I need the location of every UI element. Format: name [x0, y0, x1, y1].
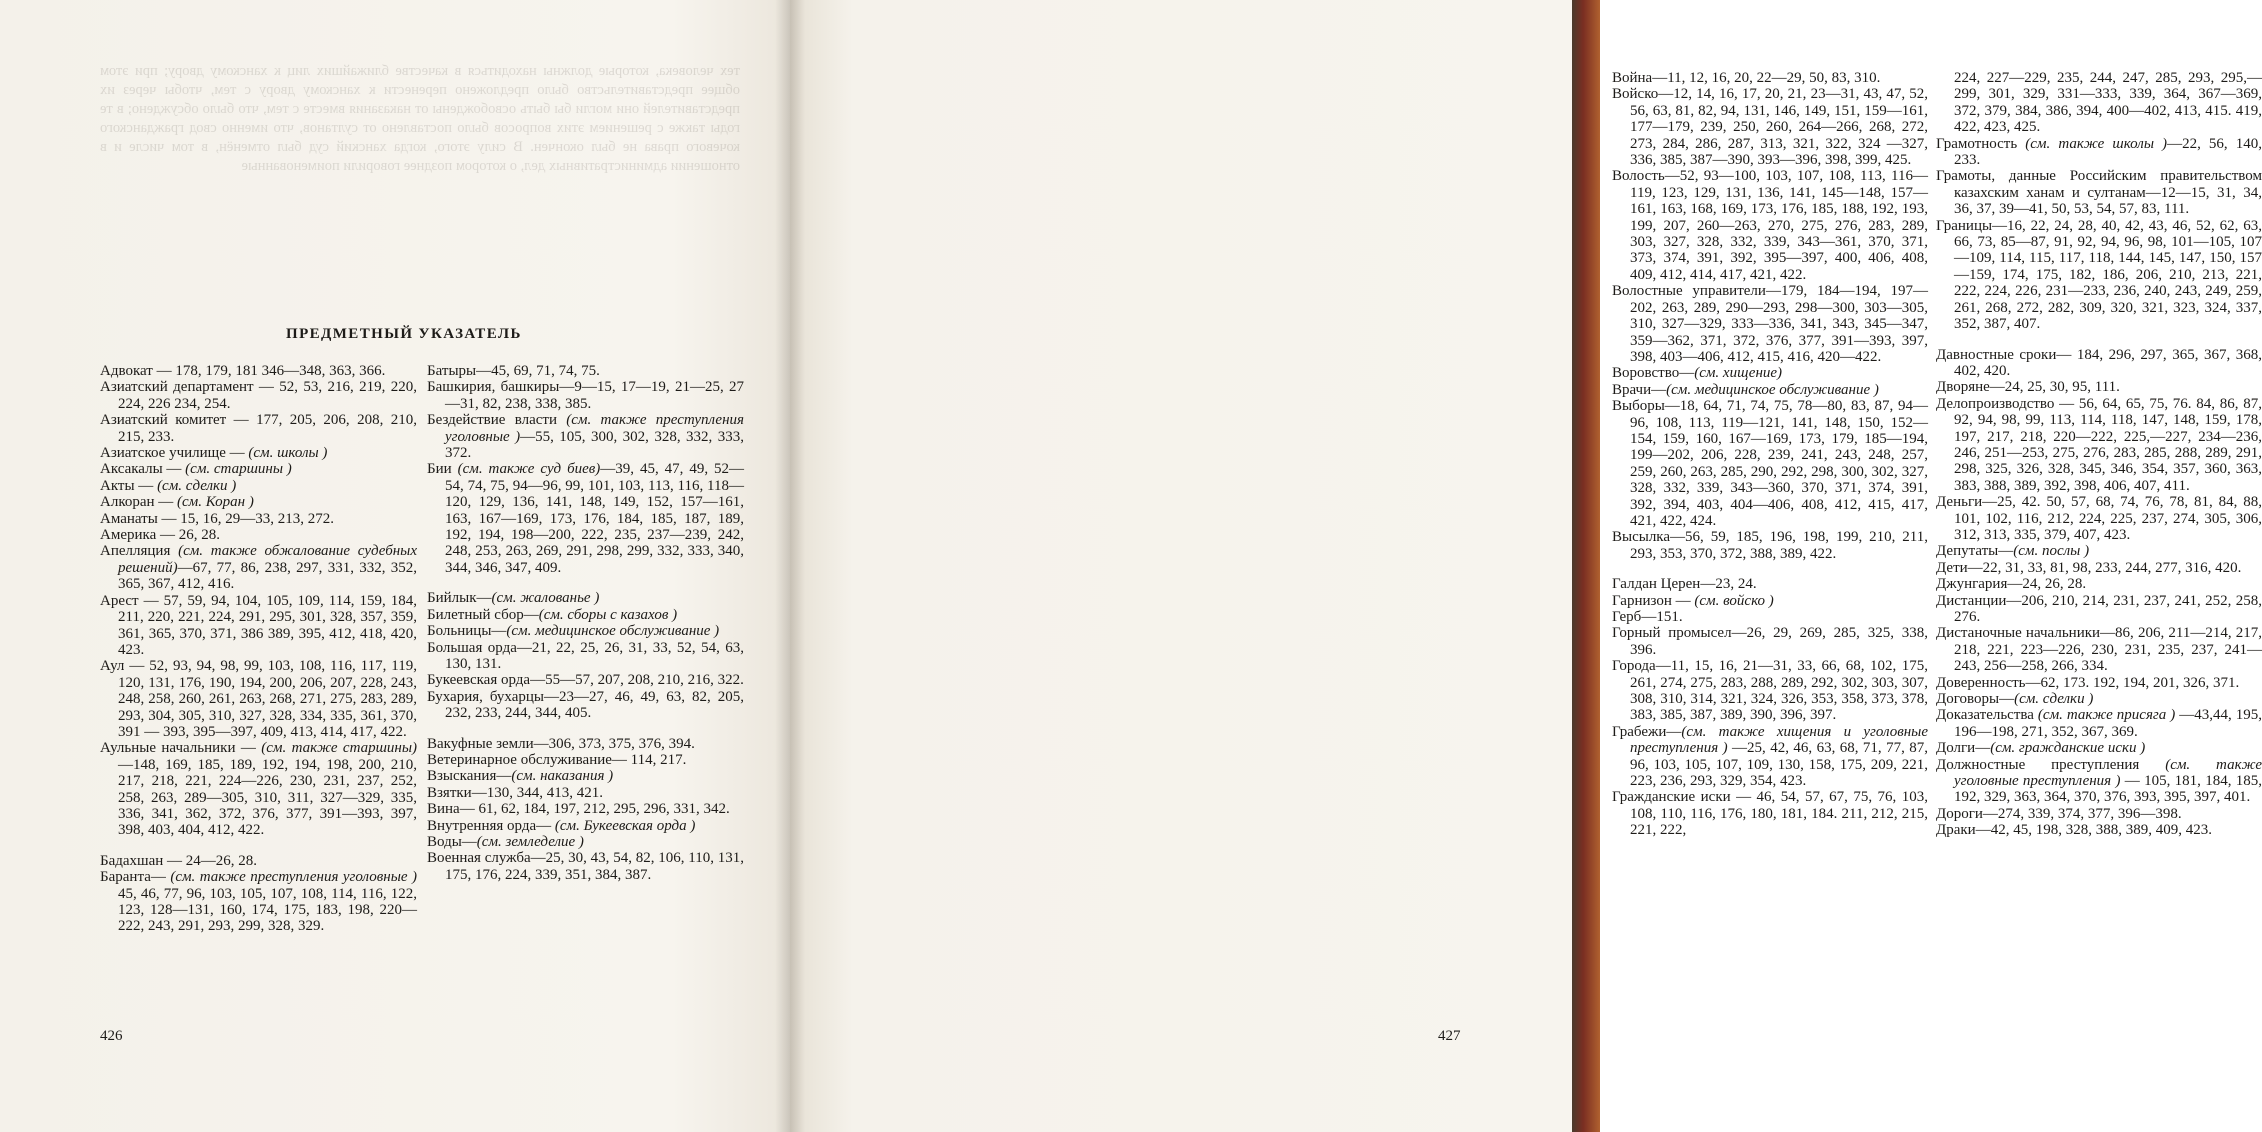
index-entry — [1612, 724, 1928, 790]
entry-text: Договоры— — [1936, 691, 2015, 708]
entry-text: Давностные сроки— 184, 296, 297, 365, 367, 368, 402, 420. — [1936, 346, 2262, 379]
entry-text: Делопроизводство — 56, 64, 65, 75, 76. 84, 86, 87, 92, 94, 98, 99, 113, 114, 118, 147, 148, 159, 178, 197, 217, 218, 220—222, 225,—227, 234—236, 246, 251—253, 275, 276, 283, 285, 288, 289, 291, 298, 325, 326, 328, 345, 346, 354, 357, 360, 363, 383, 388, 389, 392, 398, 406, 407, 411. — [1936, 395, 2262, 494]
index-entry — [427, 785, 744, 801]
entry-text: —25, 42, 46, 63, 68, 71, 77, 87, 96, 103, 105, 107, 109, 130, 158, 175, 209, 221, 223, 236, 293, 329, 354, 423. — [1630, 740, 1929, 790]
index-entry — [427, 590, 744, 606]
cross-reference: (см. сборы с казахов ) — [538, 606, 678, 623]
entry-text: —22, 56, 140, 233. — [1954, 135, 2262, 169]
index-entry — [100, 593, 417, 659]
entry-text: Грамоты, данные Российским правительством казахским ханам и султанам—12—15, 31, 34, 36, 37, 39—41, 50, 53, 54, 57, 83, 111. — [1936, 168, 2262, 218]
index-entry — [100, 412, 417, 445]
entry-text: 45, 46, 77, 96, 103, 105, 107, 108, 114, 116, 122, 123, 128—131, 160, 174, 175, 183, 198, 220—222, 243, 291, 293, 299, 328, 329. — [118, 885, 417, 935]
index-entry — [427, 672, 744, 688]
entry-text: Апелляция — [100, 543, 179, 560]
cross-reference: (см. земледелие ) — [476, 833, 584, 850]
entry-text: Горный промысел—26, 29, 269, 285, 325, 338, 396. — [1612, 625, 1928, 658]
entry-text: Батыры—45, 69, 71, 74, 75. — [427, 363, 600, 379]
cross-reference: (см. наказания ) — [511, 768, 614, 785]
entry-text: Гарнизон — — [1612, 592, 1695, 609]
index-entry — [100, 658, 417, 740]
entry-text: Депутаты— — [1936, 543, 2014, 560]
index-entry — [427, 363, 744, 379]
cross-reference: (см. жалованье ) — [491, 590, 600, 607]
index-entry — [427, 834, 744, 850]
index-entry — [100, 740, 417, 838]
entry-text: Арест — 57, 59, 94, 104, 105, 109, 114, 159, 184, 211, 220, 221, 224, 291, 295, 301, 328, 357, 359, 361, 365, 370, 371, 386 389, 395, 412, 418, 420, 423. — [100, 592, 417, 658]
entry-text: Бухария, бухарцы—23—27, 46, 49, 63, 82, 205, 232, 233, 244, 344, 405. — [427, 688, 744, 722]
index-entry — [427, 768, 744, 784]
entry-text: Военная служба—25, 30, 43, 54, 82, 106, 110, 131, 175, 176, 224, 339, 351, 384, 387. — [427, 850, 744, 883]
index-entry — [1936, 707, 2262, 740]
index-entry — [427, 689, 744, 722]
cross-reference: (см. медицинское обслуживание ) — [506, 623, 720, 640]
index-entry — [1612, 625, 1928, 658]
index-entry — [1936, 757, 2262, 806]
index-entry — [1612, 86, 1928, 168]
index-entry — [427, 412, 744, 461]
entry-text: Воровство— — [1612, 365, 1695, 382]
entry-text: Азиатский комитет — 177, 205, 206, 208, 210, 215, 233. — [100, 412, 417, 445]
right-page — [790, 0, 2262, 1132]
letter-group-gap — [100, 839, 417, 853]
entry-text: Бийлык— — [427, 590, 492, 607]
entry-text: Акты — — [100, 477, 158, 494]
index-entry — [100, 445, 417, 461]
index-entry — [1612, 593, 1928, 609]
entry-text: Джунгария—24, 26, 28. — [1936, 576, 2087, 593]
cross-reference: (см. также преступления уголовные ) — [170, 869, 417, 886]
book-cover-edge — [1572, 0, 1600, 1132]
letter-group-gap — [427, 576, 744, 590]
cross-reference: (см. Букеевская орда ) — [554, 817, 696, 834]
entry-text: Гражданские иски — 46, 54, 57, 67, 75, 76, 103, 108, 110, 116, 176, 180, 181, 184. 211, 212, 215, 221, 222, — [1612, 789, 1928, 839]
cross-reference: (см. также уголовные преступления ) — [1954, 756, 2262, 790]
entry-text: —39, 45, 47, 49, 52—54, 74, 75, 94—96, 99, 101, 103, 113, 116, 118—120, 129, 136, 141, 148, 149, 152, 157—161, 163, 167—169, 173, 176, 184, 185, 187, 189, 192, 194, 198—200, 222, 235, 237—239, 242, 248, 253, 263, 269, 291, 298, 299, 332, 333, 340, 344, 346, 347, 409. — [445, 461, 745, 576]
entry-text: Деньги—25, 42. 50, 57, 68, 74, 76, 78, 81, 84, 88, 101, 102, 116, 212, 224, 225, 237, 274, 305, 306, 312, 313, 335, 379, 407, 423. — [1936, 494, 2262, 543]
cross-reference: (см. Коран ) — [177, 494, 254, 511]
entry-text: Войско—12, 14, 16, 17, 20, 21, 23—31, 43, 47, 52, 56, 63, 81, 82, 94, 131, 146, 149, 151, 159—161, 177—179, 239, 250, 260, 264—266, 268, 272, 273, 284, 286, 287, 313, 321, 322, 324 —327, 336, 385, 387—390, 393—396, 398, 399, 425. — [1612, 86, 1928, 169]
index-entry — [1936, 675, 2262, 691]
index-entry — [1936, 168, 2262, 217]
index-entry — [100, 511, 417, 527]
entry-text: Бадахшан — 24—26, 28. — [100, 852, 258, 869]
entry-text: Волостные управители—179, 184—194, 197—202, 263, 289, 290—293, 298—300, 303—305, 310, 327—329, 333—336, 341, 343, 345—347, 359—362, 371, 372, 376, 377, 391—393, 397, 398, 403—406, 412, 415, 416, 420—422. — [1612, 283, 1928, 365]
index-entry — [427, 623, 744, 639]
entry-text: Должностные преступления — [1936, 756, 2166, 773]
entry-text: Волость—52, 93—100, 103, 107, 108, 113, 116—119, 123, 129, 131, 136, 141, 145—148, 157—161, 163, 168, 169, 173, 176, 185, 188, 192, 193, 199, 207, 260—263, 270, 275, 276, 283, 289, 303, 327, 328, 332, 339, 343—361, 370, 371, 373, 374, 391, 392, 395—397, 400, 406, 408, 409, 412, 414, 417, 421, 422. — [1612, 168, 1928, 283]
entry-text: Война—11, 12, 16, 20, 22—29, 50, 83, 310. — [1612, 70, 1881, 86]
index-entry — [1612, 70, 1928, 86]
entry-text: Галдан Церен—23, 24. — [1612, 576, 1757, 593]
entry-text: Америка — 26, 28. — [100, 527, 220, 544]
index-entry — [100, 527, 417, 543]
cross-reference: (см. хищение) — [1694, 365, 1783, 382]
index-column — [1612, 70, 1928, 1030]
index-entry — [427, 379, 744, 412]
entry-text: —43,44, 195, 196—198, 271, 352, 367, 369. — [1954, 707, 2262, 740]
page-number: 427 — [1438, 1028, 1461, 1044]
cross-reference: (см. также обжалование судебных решений) — [118, 543, 418, 576]
entry-text: Границы—16, 22, 24, 28, 40, 42, 43, 46, 52, 62, 63, 66, 73, 85—87, 91, 92, 94, 96, 98, 101—105, 107—109, 114, 115, 117, 118, 144, 145, 147, 150, 157—159, 174, 175, 182, 186, 206, 210, 213, 221, 222, 224, 226, 231—233, 236, 240, 243, 249, 259, 261, 268, 272, 282, 309, 320, 321, 323, 324, 337, 352, 387, 407. — [1936, 217, 2262, 333]
entry-text: Взятки—130, 344, 413, 421. — [427, 784, 603, 801]
index-entry — [100, 461, 417, 477]
entry-text: Долги— — [1936, 740, 1991, 757]
index-entry — [427, 801, 744, 817]
index-entry — [1612, 576, 1928, 592]
entry-text: Взыскания— — [427, 768, 512, 785]
index-entry — [1936, 543, 2262, 559]
entry-text: Дистаночные начальники—86, 206, 211—214, 217, 218, 221, 223—226, 230, 231, 235, 237, 241—243, 256—258, 266, 334. — [1936, 625, 2262, 675]
entry-text: Дети—22, 31, 33, 81, 98, 233, 244, 277, 316, 420. — [1936, 559, 2242, 576]
entry-text: —55, 105, 300, 302, 328, 332, 333, 372. — [445, 428, 745, 462]
cross-reference: (см. также суд биев) — [457, 461, 601, 478]
cross-reference: (см. войско ) — [1694, 592, 1774, 609]
entry-text: —67, 77, 86, 238, 297, 331, 332, 352, 365, 367, 412, 416. — [118, 559, 417, 593]
cross-reference: (см. также старшины) — [261, 740, 417, 757]
index-column — [1936, 70, 2262, 1030]
index-entry — [427, 640, 744, 673]
index-entry — [100, 494, 417, 510]
cross-reference: (см. сделки ) — [2014, 691, 2094, 708]
index-entry — [427, 850, 744, 883]
index-entry — [1936, 576, 2262, 592]
entry-text: Дворяне—24, 25, 30, 95, 111. — [1936, 379, 2120, 396]
index-entry — [1936, 822, 2262, 838]
page-number: 426 — [100, 1028, 123, 1044]
entry-text: Больницы— — [427, 623, 507, 640]
index-entry — [1936, 136, 2262, 169]
entry-text: Врачи— — [1612, 381, 1667, 398]
entry-text: Грабежи— — [1612, 723, 1682, 740]
index-entry — [1936, 379, 2262, 395]
cross-reference: (см. также преступления уголовные ) — [445, 412, 744, 445]
index-entry — [1612, 609, 1928, 625]
index-entry — [100, 478, 417, 494]
entry-text: Внутренняя орда— — [427, 817, 555, 834]
cross-reference: (см. сделки ) — [157, 477, 237, 494]
entry-text: Драки—42, 45, 198, 328, 388, 389, 409, 423. — [1936, 822, 2212, 839]
entry-text: Грамотность — [1936, 135, 2026, 152]
index-entry — [100, 869, 417, 935]
entry-text: Бии — [427, 461, 458, 478]
index-entry — [1612, 789, 1928, 838]
book-binding-shadow — [775, 0, 805, 1132]
entry-text: Аксакалы — — [100, 461, 186, 478]
index-entry — [1612, 365, 1928, 381]
letter-group-gap — [427, 722, 744, 736]
entry-text: Азиатский департамент — 52, 53, 216, 219, 220, 224, 226 234, 254. — [100, 379, 417, 412]
entry-text: — 105, 181, 184, 185, 192, 329, 363, 364, 370, 376, 393, 395, 397, 401. — [1954, 773, 2262, 806]
index-entry — [1936, 396, 2262, 494]
index-entry — [100, 379, 417, 412]
index-entry — [1612, 658, 1928, 724]
bleed-through-text: тех человека, которые должны находиться в качестве ближайших лиц к ханскому двору; при этом общее представительство было предложено перенести к ханскому двору с тем, чтобы через их представителей они могли бы быть освобождены от наказания вместе с тем, что было обсуждено; в те годы также с решением этих вопросов было поставлено от султанов, что именно свод гражданского кочевого права не был окончен. В силу этого, когда ханский суд был отменён, в том числе и в отношении административных дел, о котором позднее говорили поименованные — [100, 63, 740, 174]
entry-text: Вакуфные земли—306, 373, 375, 376, 394. — [427, 735, 695, 752]
entry-text: Бездействие власти — [427, 412, 567, 429]
entry-text: Алкоран — — [100, 494, 178, 511]
entry-text: Города—11, 15, 16, 21—31, 33, 66, 68, 102, 175, 261, 274, 275, 283, 288, 289, 292, 302, 303, 307, 308, 310, 314, 321, 324, 326, 353, 358, 373, 378, 383, 385, 387, 389, 390, 396, 397. — [1612, 658, 1928, 724]
index-entry — [1936, 806, 2262, 822]
index-entry — [1936, 70, 2262, 136]
cross-reference: (см. старшины ) — [185, 461, 292, 478]
index-entry — [427, 736, 744, 752]
entry-text: Большая орда—21, 22, 25, 26, 31, 33, 52, 54, 63, 130, 131. — [427, 639, 744, 672]
index-entry — [1936, 593, 2262, 626]
index-entry — [1612, 529, 1928, 562]
index-entry — [1936, 218, 2262, 333]
index-entry — [427, 461, 744, 576]
index-entry — [427, 607, 744, 623]
entry-text: Вина— 61, 62, 184, 197, 212, 295, 296, 331, 342. — [427, 801, 730, 818]
cross-reference: (см. также присяга ) — [2037, 707, 2176, 724]
index-entry — [100, 363, 417, 379]
entry-text: Доверенность—62, 173. 192, 194, 201, 326, 371. — [1936, 674, 2240, 691]
cross-reference: (см. также школы ) — [2025, 135, 2168, 152]
entry-text: Азиатское училище — — [100, 445, 249, 462]
index-entry — [1936, 691, 2262, 707]
entry-text: Воды— — [427, 833, 477, 850]
entry-text: Букеевская орда—55—57, 207, 208, 210, 216, 322. — [427, 672, 744, 689]
index-column — [427, 363, 744, 1038]
entry-text: Герб—151. — [1612, 609, 1683, 625]
index-entry — [427, 818, 744, 834]
entry-text: Аманаты — 15, 16, 29—33, 213, 272. — [100, 510, 335, 527]
entry-text: Аул — 52, 93, 94, 98, 99, 103, 108, 116, 117, 119, 120, 131, 176, 190, 194, 200, 206, 207, 228, 243, 248, 258, 260, 261, 263, 268, 271, 275, 283, 289, 293, 304, 305, 310, 327, 328, 334, 335, 361, 370, 391 — 393, 395—397, 409, 413, 414, 417, 422. — [100, 658, 417, 740]
entry-text: Аульные начальники — — [100, 740, 262, 757]
entry-text: Башкирия, башкиры—9—15, 17—19, 21—25, 27—31, 82, 238, 338, 385. — [427, 379, 744, 412]
entry-text: Высылка—56, 59, 185, 196, 198, 199, 210, 211, 293, 353, 370, 372, 388, 389, 422. — [1612, 529, 1928, 562]
entry-text: 224, 227—229, 235, 244, 247, 285, 293, 295,—299, 301, 329, 331—333, 339, 364, 367—369, 372, 379, 384, 386, 394, 400—402, 413, 415. 419, 422, 423, 425. — [1954, 70, 2262, 136]
left-page — [0, 0, 790, 1132]
index-entry — [1936, 560, 2262, 576]
index-entry — [1612, 168, 1928, 283]
index-entry — [100, 543, 417, 592]
cross-reference: (см. послы ) — [2013, 543, 2090, 560]
letter-group-gap — [1936, 333, 2262, 347]
section-title: ПРЕДМЕТНЫЙ УКАЗАТЕЛЬ — [286, 326, 522, 342]
index-entry — [1612, 283, 1928, 365]
entry-text: Дороги—274, 339, 374, 377, 396—398. — [1936, 805, 2182, 822]
index-entry — [1936, 494, 2262, 543]
index-entry — [1612, 398, 1928, 529]
index-entry — [1936, 625, 2262, 674]
letter-group-gap — [1612, 562, 1928, 576]
cross-reference: (см. школы ) — [248, 445, 328, 462]
entry-text: Доказательства — [1936, 707, 2038, 724]
index-column — [100, 363, 417, 1038]
index-entry — [1936, 740, 2262, 756]
entry-text: Билетный сбор— — [427, 606, 539, 623]
cross-reference: (см. медицинское обслуживание ) — [1666, 381, 1879, 398]
index-entry — [1612, 382, 1928, 398]
entry-text: —148, 169, 185, 189, 192, 194, 198, 200, 210, 217, 218, 221, 224—226, 230, 231, 237, 252, 258, 263, 289—305, 310, 311, 327—329, 335, 336, 341, 362, 372, 376, 377, 391—393, 397, 398, 403, 404, 412, 422. — [118, 756, 417, 839]
cross-reference: (см. гражданские иски ) — [1990, 740, 2146, 757]
index-entry — [100, 853, 417, 869]
entry-text: Баранта— — [100, 869, 171, 886]
entry-text: Дистанции—206, 210, 214, 231, 237, 241, 252, 258, 276. — [1936, 592, 2262, 625]
entry-text: Адвокат — 178, 179, 181 346—348, 363, 366. — [100, 363, 386, 379]
cross-reference: (см. также хищения и уголовные преступления ) — [1630, 723, 1928, 757]
entry-text: Ветеринарное обслуживание— 114, 217. — [427, 751, 687, 768]
entry-text: Выборы—18, 64, 71, 74, 75, 78—80, 83, 87, 94—96, 108, 113, 119—121, 141, 148, 150, 152—154, 159, 160, 167—169, 173, 179, 185—194, 199—202, 206, 228, 239, 241, 243, 248, 257, 259, 260, 263, 285, 290, 292, 298, 300, 302, 327, 328, 332, 339, 343—360, 370, 371, 374, 391, 392, 394, 403, 404—406, 408, 412, 415, 417, 421, 422, 424. — [1612, 398, 1928, 529]
index-entry — [427, 752, 744, 768]
index-entry — [1936, 347, 2262, 380]
